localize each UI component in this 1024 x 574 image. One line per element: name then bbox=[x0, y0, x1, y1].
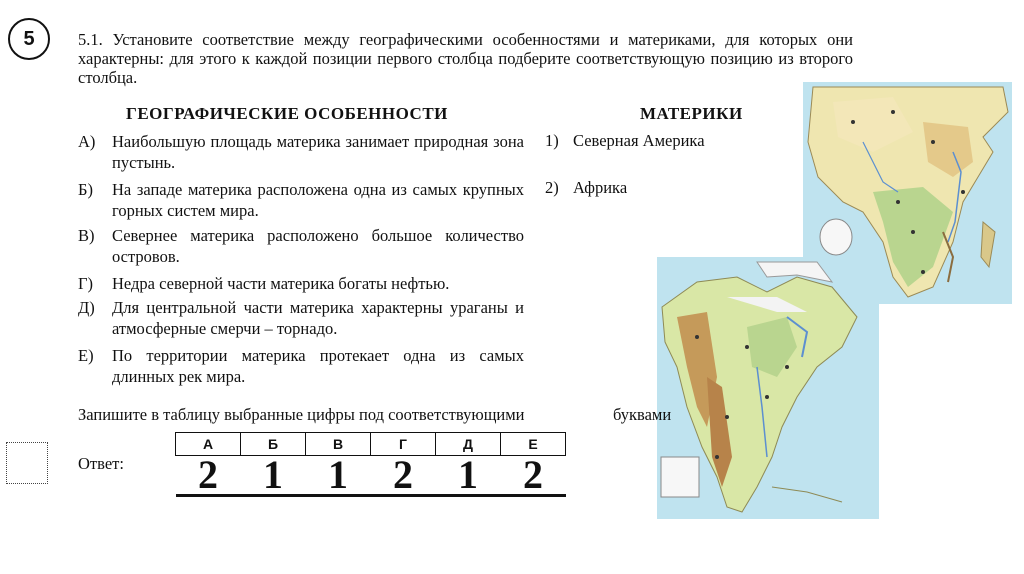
feature-text: Для центральной части материка характерны ураганы и атмосферные смерчи – торнадо. bbox=[112, 298, 524, 338]
answer-value-cell[interactable]: 1 bbox=[241, 456, 306, 496]
feature-letter: Е) bbox=[78, 346, 94, 365]
feature-text: На западе материка расположена одна из самых крупных горных систем мира. bbox=[112, 180, 524, 220]
answer-header-cell: Г bbox=[371, 433, 436, 456]
north-america-map bbox=[657, 257, 879, 519]
continent-number: 2) bbox=[545, 178, 559, 197]
answer-header-row bbox=[176, 433, 566, 456]
feature-letter: В) bbox=[78, 226, 95, 245]
question-number: 5 bbox=[8, 18, 50, 60]
continent-name: Африка bbox=[573, 178, 628, 197]
answer-value-row bbox=[176, 456, 566, 496]
task-text: 5.1. Установите соответствие между географическими особенностями и материками, для которых они характерны: для этого к каждой позиции первого столбца подберите соответствующую позицию из второго столбца. bbox=[78, 30, 853, 87]
answer-table bbox=[175, 432, 566, 497]
answer-header-cell: А bbox=[176, 433, 241, 456]
feature-letter: Б) bbox=[78, 180, 93, 199]
continent-number: 1) bbox=[545, 131, 559, 150]
instruction-main: Запишите в таблицу выбранные цифры под соответствующими bbox=[78, 405, 525, 424]
feature-text: Наибольшую площадь материка занимает природная зона пустынь. bbox=[112, 132, 524, 172]
answer-value-cell[interactable]: 1 bbox=[306, 456, 371, 496]
answer-header-cell: Е bbox=[501, 433, 566, 456]
feature-letter: А) bbox=[78, 132, 96, 151]
answer-label: Ответ: bbox=[78, 454, 124, 473]
instruction-last: буквами bbox=[613, 405, 672, 424]
answer-value-cell[interactable]: 2 bbox=[371, 456, 436, 496]
features-header: ГЕОГРАФИЧЕСКИЕ ОСОБЕННОСТИ bbox=[126, 104, 448, 123]
feature-text: Недра северной части материка богаты нефтью. bbox=[112, 274, 450, 293]
instruction bbox=[78, 405, 672, 425]
answer-header-cell: Д bbox=[436, 433, 501, 456]
answer-value-cell[interactable]: 2 bbox=[501, 456, 566, 496]
answer-checkbox[interactable] bbox=[6, 442, 48, 484]
feature-letter: Д) bbox=[78, 298, 95, 317]
continent-name: Северная Америка bbox=[573, 131, 705, 150]
answer-header-cell: Б bbox=[241, 433, 306, 456]
feature-text: По территории материка протекает одна из самых длинных рек мира. bbox=[112, 346, 524, 386]
feature-text: Севернее материка расположено большое количество островов. bbox=[112, 226, 524, 266]
continents-header: МАТЕРИКИ bbox=[640, 104, 743, 123]
feature-letter: Г) bbox=[78, 274, 94, 293]
answer-value-cell[interactable]: 2 bbox=[176, 456, 241, 496]
answer-header-cell: В bbox=[306, 433, 371, 456]
answer-value-cell[interactable]: 1 bbox=[436, 456, 501, 496]
